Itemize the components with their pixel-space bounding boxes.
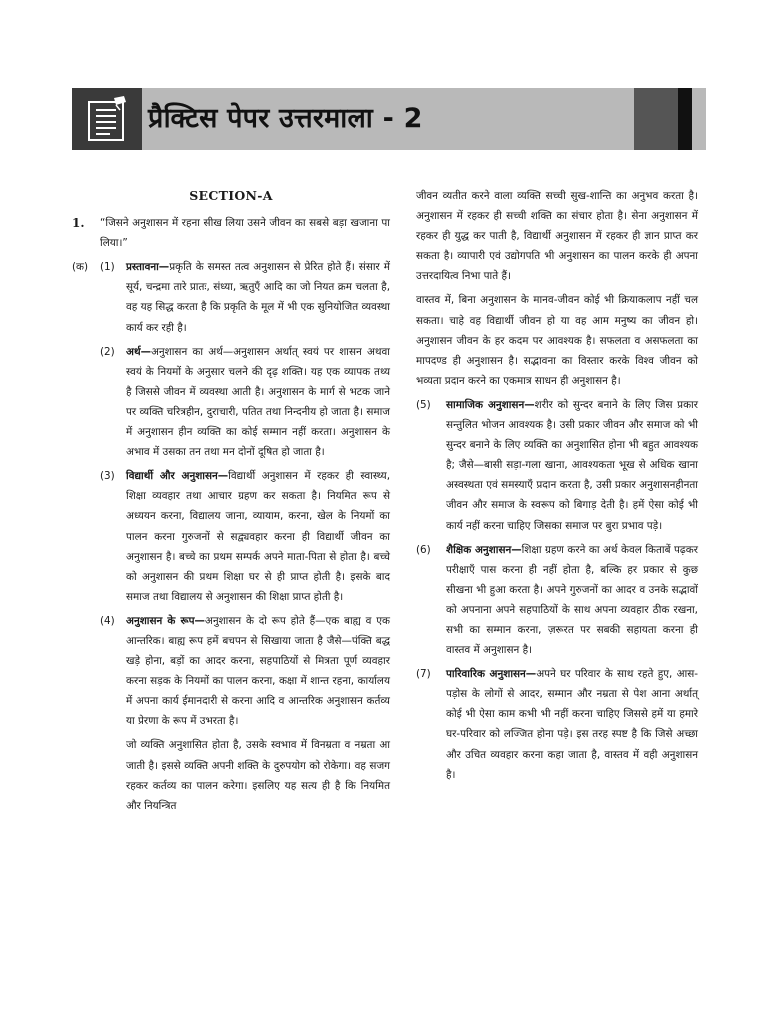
item-number: (6) xyxy=(416,543,431,556)
item-text: विद्यार्थी अनुशासन में रहकर ही स्वास्थ्य, शिक्षा व्यवहार तथा आचार ग्रहण कर सकता है। नियमित रूप से अध्ययन करना, विद्यालय जाना, व्यायाम, करना, खेल के नियमों का पालन करना गुरुजनों से सद्व्यवहार करना ही विद्यार्थी जीवन का अनुशासन है। बच्चे का प्रथम सम्पर्क अपने माता-पिता से होता है। बच्चे को अनुशासन की प्रथम शिक्षा घर से ही प्राप्त होती है। इसके बाद समाज तथा विद्यालय से अनुशासन की शिक्षा प्राप्त होती है। xyxy=(126,470,391,603)
header-banner xyxy=(72,88,696,150)
item-heading: पारिवारिक अनुशासन— xyxy=(446,668,537,681)
paragraph: वास्तव में, बिना अनुशासन के मानव-जीवन कोई भी क्रियाकलाप नहीं चल सकता। चाहे वह विद्यार्थी जीवन हो या वह आम मनुष्य का जीवन हो। अनुशासन जीवन के हर कदम पर आवश्यक है। सफलता व असफलता का मापदण्ड ही अनुशासन है। सद्भावना का विस्तार करके विश्व जीवन को भव्यता प्रदान करने का एकमात्र साधन ही अनुशासन है। xyxy=(416,294,698,387)
item-number: (2) xyxy=(100,345,115,358)
answer-item xyxy=(416,395,698,536)
item-text: अनुशासन के दो रूप होते हैं—एक बाह्य व एक आन्तरिक। बाह्य रूप हमें बचपन से सिखाया जाता है जैसे—पंक्ति बद्ध खड़े होना, बड़ों का आदर करना, सहपाठियों से मित्रता पूर्ण व्यवहार करना सड़क के नियमों का पालन करना, कक्षा में शान्त रहना, कार्यालय में अपना कार्य ईमानदारी से करना आदि व आन्तरिक अनुशासन कर्तव्य या प्रेरणा के रूप में उभरता है। xyxy=(126,614,390,728)
item-text: शरीर को सुन्दर बनाने के लिए जिस प्रकार सन्तुलित भोजन आवश्यक है। उसी प्रकार जीवन और समाज को भी सुन्दर बनाने के लिए व्यक्ति का अनुशासित होना भी बहुत आवश्यक है; जैसे—बासी सड़ा-गला खाना, आवश्यकता भूख से अधिक खाना अस्वस्थता एवं समस्याएँ प्रदान करता है, उसी प्रकार अनुशासनहीनता जीवन और समाज के स्वरूप को बिगाड़ देती है। हमें ऐसा कोई भी कार्य नहीं करना चाहिए जिसका समाज पर बुरा प्रभाव पड़े। xyxy=(446,398,698,532)
item-number: (1) xyxy=(100,261,115,274)
document-list-icon xyxy=(86,96,128,142)
item-heading: अनुशासन के रूप— xyxy=(126,614,205,627)
answer-item xyxy=(72,466,390,607)
answer-item xyxy=(72,342,390,463)
answer-item xyxy=(72,257,390,337)
item-heading: अर्थ— xyxy=(126,345,151,358)
item-text: शिक्षा ग्रहण करने का अर्थ केवल किताबें पढ़कर परीक्षाएँ पास करना ही नहीं होता है, बल्कि हर प्रकार से कुछ सीखना भी हुआ करता है। अपने गुरुजनों का आदर व उनके सद्भावों को अपनाना अपने सहपाठियों के साथ अपना व्यवहार ठीक रखना, सभी का सम्मान करना, ज़रूरत पर सबकी सहायता करना ही वास्तव में अनुशासन है। xyxy=(446,543,698,657)
paragraph: जीवन व्यतीत करने वाला व्यक्ति सच्ची सुख-शान्ति का अनुभव करता है। अनुशासन में रहकर ही सच्ची शक्ति का संचार होता है। सेना अनुशासन में रहकर ही युद्ध कर पाती है, विद्यार्थी अनुशासन में रहकर ही ज्ञान प्राप्त कर सकता है। व्यापारी एवं उद्योगपति भी अनुशासन का पालन करके ही अपना उत्तरदायित्व निभा पाते हैं। xyxy=(416,190,698,283)
item-body xyxy=(126,257,390,337)
page-title: प्रैक्टिस पेपर उत्तरमाला - 2 xyxy=(148,103,423,134)
item-heading: प्रस्तावना— xyxy=(126,261,170,274)
item-body xyxy=(446,540,698,661)
item-text: प्रकृति के समस्त तत्व अनुशासन से प्रेरित होते हैं। संसार में सूर्य, चन्द्रमा तारे प्रातः, संध्या, ऋतुएँ आदि का जो नियत क्रम चलता है, वह यह सिद्ध करता है कि प्रकृति के मूल में भी एक सुनियोजित व्यवस्था कार्य कर रही है। xyxy=(126,261,390,334)
item-heading: सामाजिक अनुशासन— xyxy=(446,398,535,411)
item-body xyxy=(126,466,390,607)
continuation-paragraph: जो व्यक्ति अनुशासित होता है, उसके स्वभाव में विनम्रता व नम्रता आ जाती है। इससे व्यक्ति अपनी शक्ति के दुरुपयोग को रोकेगा। वह सजग रहकर कर्तव्य का पालन करेगा। इसलिए यह सत्य ही है कि नियमित और नियन्त्रित xyxy=(126,739,390,812)
item-text: अनुशासन का अर्थ—अनुशासन अर्थात् स्वयं पर शासन अथवा स्वयं के नियमों के अनुसार चलने की दृढ़ शक्ति। यह एक व्यापक तथ्य है जिससे जीवन में व्यवस्था आती है। अनुशासन के मार्ग से भटक जाने पर व्यक्ति चरित्रहीन, दुराचारी, पतित तथा निन्दनीय हो जाता है। समाज में अनुशासन हीन व्यक्ति का कोई सम्मान नहीं करता। अनुशासन के अभाव में उसका तन तथा मन दोनों दूषित हो जाता है। xyxy=(126,345,390,459)
part-label: (क) xyxy=(72,261,89,274)
item-body xyxy=(446,395,698,536)
item-number: (5) xyxy=(416,398,431,411)
left-column xyxy=(72,186,390,816)
item-heading: शैक्षिक अनुशासन— xyxy=(446,543,522,556)
answer-item xyxy=(416,664,698,785)
right-column xyxy=(416,186,698,785)
banner-dark-block xyxy=(634,88,678,150)
question-row xyxy=(72,213,390,253)
item-body xyxy=(446,664,698,785)
item-number: (4) xyxy=(100,614,115,627)
question-number: 1. xyxy=(72,216,85,231)
section-heading: SECTION-A xyxy=(189,188,273,203)
banner-edge xyxy=(678,88,692,150)
item-body xyxy=(126,611,390,732)
item-heading: विद्यार्थी और अनुशासन— xyxy=(126,470,229,483)
question-text: “जिसने अनुशासन में रहना सीख लिया उसने जीवन का सबसे बड़ा खजाना पा लिया।” xyxy=(100,217,390,250)
item-text: अपने घर परिवार के साथ रहते हुए, आस-पड़ोस के लोगों से आदर, सम्मान और नम्रता से पेश आना अर्थात् कोई भी ऐसा काम कभी भी नहीं करना चाहिए जिससे हमें या हमारे घर-परिवार को लज्जित होना पड़े। इस तरह स्पष्ट है कि जिसे अच्छा और उचित व्यवहार करना कहा जाता है, वास्तव में वही अनुशासन है। xyxy=(446,668,698,781)
answer-item xyxy=(416,540,698,661)
item-number: (7) xyxy=(416,668,431,681)
answer-item xyxy=(72,611,390,732)
banner-icon-box xyxy=(72,88,142,150)
item-number: (3) xyxy=(100,470,115,483)
item-body xyxy=(126,342,390,463)
